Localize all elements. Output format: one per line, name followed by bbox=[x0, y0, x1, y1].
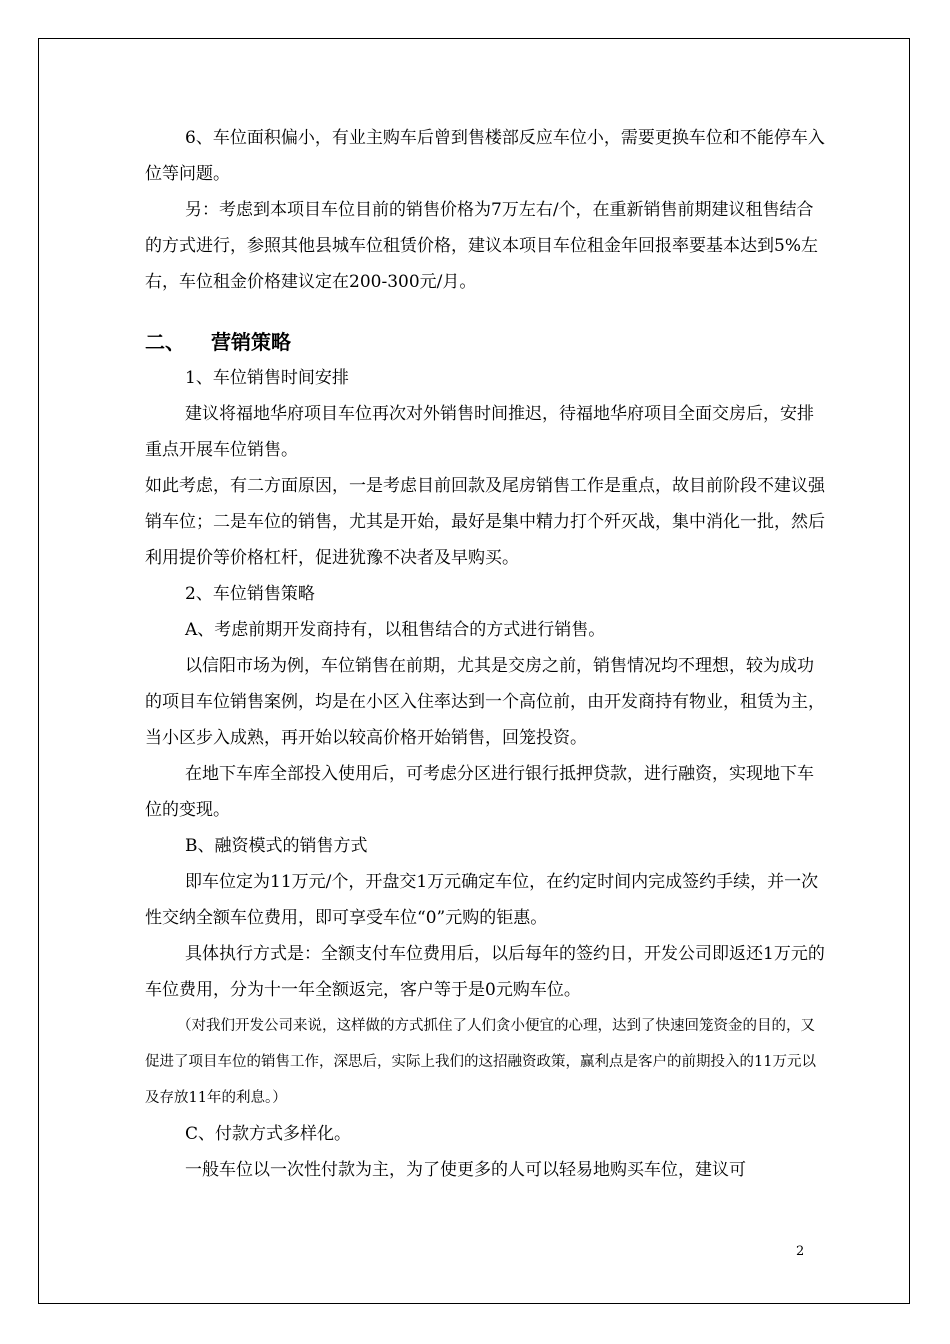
paragraph-company-note: （对我们开发公司来说，这样做的方式抓住了人们贪小便宜的心理，达到了快速回笼资金的目的，又促进了项目车位的销售工作，深思后，实际上我们的这招融资政策，赢利点是客户的前期投入的11万元以及存放11年的利息。） bbox=[145, 1018, 816, 1106]
subheading-sales-timing: 1、车位销售时间安排 bbox=[185, 368, 349, 388]
paragraph-timing-suggestion: 建议将福地华府项目车位再次对外销售时间推迟，待福地华府项目全面交房后，安排重点开展车位销售。 bbox=[145, 404, 814, 460]
paragraph-payment-methods: 一般车位以一次性付款为主，为了使更多的人可以轻易地购买车位，建议可 bbox=[185, 1160, 746, 1180]
section-heading-marketing-strategy bbox=[145, 324, 825, 360]
strategy-c-title: C、付款方式多样化。 bbox=[185, 1124, 352, 1144]
paragraph-financing-price: 即车位定为11万元/个，开盘交1万元确定车位，在约定时间内完成签约手续，并一次性交纳全额车位费用，即可享受车位“0”元购的钜惠。 bbox=[145, 872, 819, 928]
spacer bbox=[145, 300, 825, 320]
strategy-a-title: A、考虑前期开发商持有，以租售结合的方式进行销售。 bbox=[185, 620, 606, 640]
paragraph-xinyang-example: 以信阳市场为例，车位销售在前期，尤其是交房之前，销售情况均不理想，较为成功的项目车位销售案例，均是在小区入住率达到一个高位前，由开发商持有物业，租赁为主，当小区步入成熟，再开始以较高价格开始销售，回笼投资。 bbox=[145, 656, 825, 748]
paragraph-timing-reasons: 如此考虑，有二方面原因，一是考虑目前回款及尾房销售工作是重点，故目前阶段不建议强销车位；二是车位的销售，尤其是开始，最好是集中精力打个歼灭战，集中消化一批，然后利用提价等价格杠杆，促进犹豫不决者及早购买。 bbox=[145, 476, 825, 568]
document-body bbox=[145, 120, 825, 1188]
paragraph-rental-note: 另：考虑到本项目车位目前的销售价格为7万左右/个，在重新销售前期建议租售结合的方式进行，参照其他县城车位租赁价格，建议本项目车位租金年回报率要基本达到5%左右，车位租金价格建议定在200-300元/月。 bbox=[145, 200, 818, 292]
paragraph-mortgage-financing: 在地下车库全部投入使用后，可考虑分区进行银行抵押贷款，进行融资，实现地下车位的变现。 bbox=[145, 764, 814, 820]
section-number: 二、 bbox=[145, 330, 185, 354]
paragraph-execution-method: 具体执行方式是：全额支付车位费用后，以后每年的签约日，开发公司即返还1万元的车位费用，分为十一年全额返完，客户等于是0元购车位。 bbox=[145, 944, 825, 1000]
paragraph-issue-6: 6、车位面积偏小，有业主购车后曾到售楼部反应车位小，需要更换车位和不能停车入位等问题。 bbox=[145, 128, 825, 184]
section-title: 营销策略 bbox=[211, 330, 291, 354]
page-number: 2 bbox=[796, 1244, 805, 1259]
strategy-b-title: B、融资模式的销售方式 bbox=[185, 836, 368, 856]
subheading-sales-strategy: 2、车位销售策略 bbox=[185, 584, 315, 604]
